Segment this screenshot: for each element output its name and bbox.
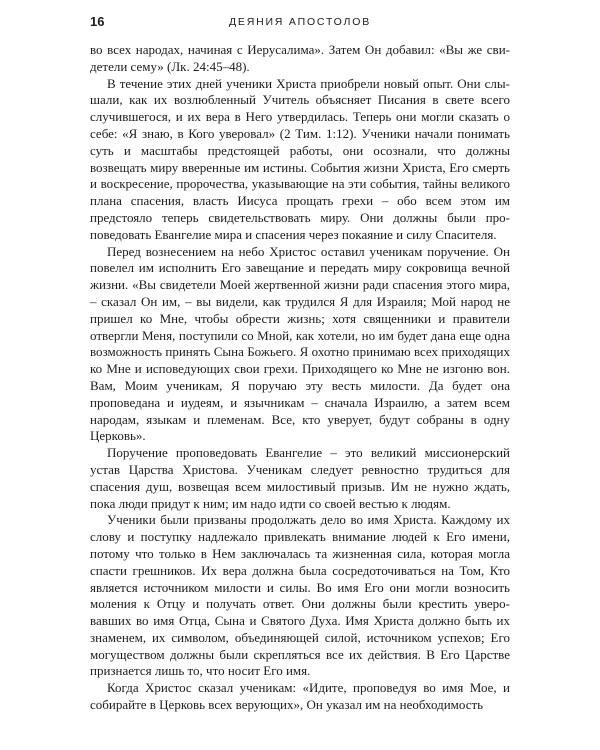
- page-header: [90, 14, 510, 30]
- paragraph: Ученики были призваны продолжать дело во имя Христа. Каждому их слову и поступку надлежало привлекать внимание людей к Его имени, потому что только в Нем заключалась та жизненная сила, которая могла спасти грешников. Их вера должна была сосредоточиваться на Том, Кто является источником милости и силы. Во имя Его они могли возносить моления к Отцу и получать ответ. Они должны были крестить уверовавших во имя Отца, Сына и Святого Духа. Имя Христа должно быть их знаменем, их символом, объединяющей силой, источником успехов; Его могуществом должны были скрепляться все их действия. В Его Царстве признается лишь то, что носит Его имя.: [90, 512, 510, 679]
- body-text: [90, 42, 510, 714]
- paragraph: В течение этих дней ученики Христа приобрели новый опыт. Они слышали, как их возлюбленный Учитель объясняет Писания в свете всего случившегося, и их вера в Него утвердилась. Теперь они могли сказать о себе: «Я знаю, в Кого уверовал» (2 Тим. 1:12). Ученики начали понимать суть и масштабы предстоящей работы, они осознали, что должны возвещать миру вверенные им истины. События жизни Христа, Его смерть и воскресение, пророчества, указывающие на эти события, тайны великого плана спасения, власть Иисуса прощать грехи – обо всем этом им предстояло теперь свидетельствовать миру. Они должны были проповедовать Евангелие мира и спасения через покаяние и силу Спасителя.: [90, 75, 510, 242]
- paragraph-continuation: во всех народах, начиная с Иерусалима». Затем Он добавил: «Вы же свидетели сему» (Лк. 24:45–48).: [90, 42, 510, 74]
- paragraph: Перед вознесением на небо Христос оставил ученикам поручение. Он повелел им исполнить Его завещание и передать миру сокровища вечной жизни. «Вы свидетели Моей жертвенной жизни ради спасения этого мира, – сказал Он им, – вы видели, как трудился Я для Израиля; Мой народ не пришел ко Мне, чтобы обрести жизнь; хотя священники и правители отвергли Меня, поступили со Мной, как хотели, но им будет дана еще одна возможность принять Сына Божьего. Я охотно принимаю всех приходящих ко Мне и исповедующих свои грехи. Приходящего ко Мне не изгоню вон. Вам, Моим ученикам, Я поручаю эту весть милости. Да будет она проповедана и иудеям, и язычникам – сначала Израилю, а затем всем народам, языкам и племенам. Все, кто уверует, будут собраны в одну Церковь».: [90, 243, 510, 444]
- page-number: 16: [90, 14, 105, 29]
- paragraph: Когда Христос сказал ученикам: «Идите, проповедуя во имя Мое, и собирайте в Церковь всех верующих», Он указал им на необходимость: [90, 680, 510, 713]
- paragraph: Поручение проповедовать Евангелие – это великий миссионерский устав Царства Христова. Ученикам следует ревностно трудиться для спасения душ, возвещая всем милостивый призыв. Им не нужно ждать, пока люди придут к ним; им надо идти со своей вестью к людям.: [90, 445, 510, 511]
- running-title: ДЕЯНИЯ АПОСТОЛОВ: [228, 16, 371, 28]
